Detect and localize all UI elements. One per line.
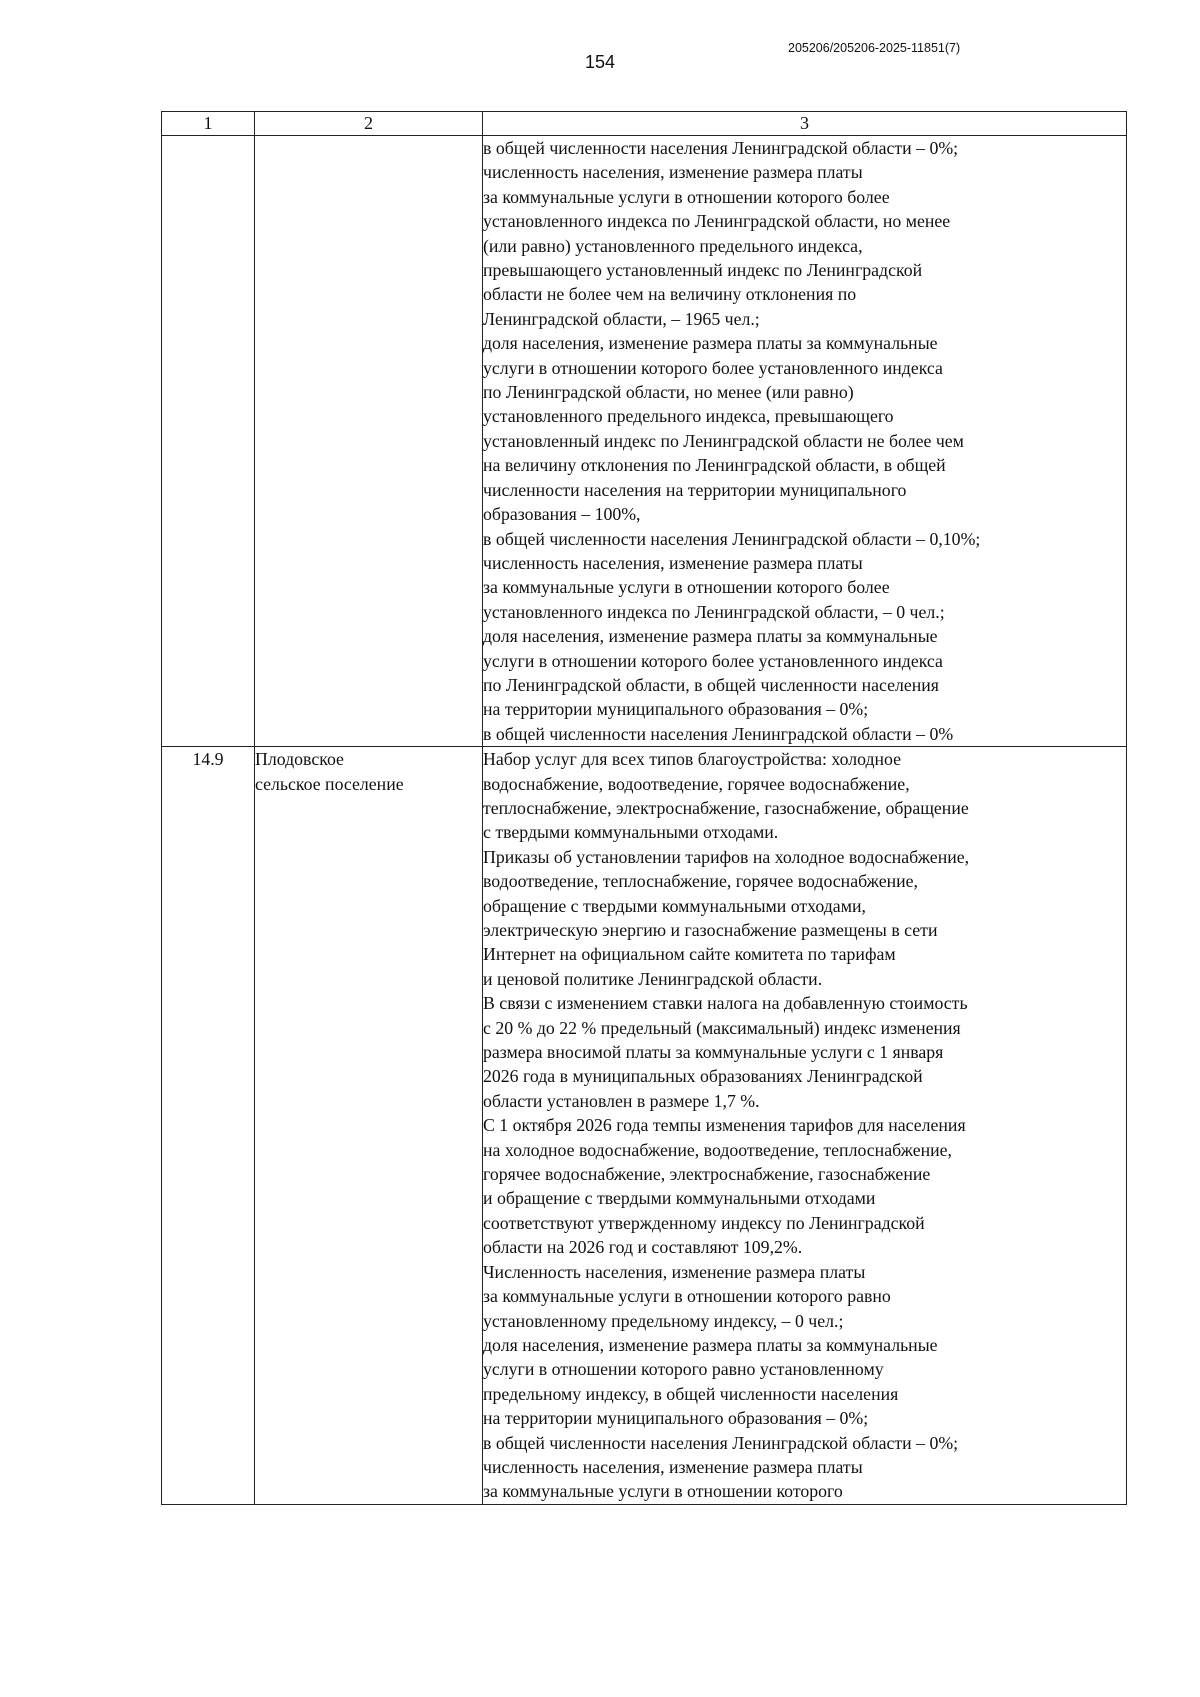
description-cell [483,747,1127,1505]
description-line: численность населения, изменение размера платы [483,552,863,573]
description-line: горячее водоснабжение, электроснабжение, газоснабжение [483,1164,931,1185]
description-line: доля населения, изменение размера платы за коммунальные [483,1334,938,1355]
description-line: численности населения на территории муниципального [483,479,907,500]
description-line: на территории муниципального образования – 0%; [483,699,869,720]
description-line: на территории муниципального образования – 0%; [483,1408,869,1429]
description-line: обращение с твердыми коммунальными отходами, [483,895,866,916]
data-table [161,111,1127,1505]
description-line: В связи с изменением ставки налога на добавленную стоимость [483,993,968,1014]
settlement-name-cell [255,136,483,747]
row-number-cell [162,136,255,747]
description-line: водоотведение, теплоснабжение, горячее водоснабжение, [483,871,918,892]
description-line: водоснабжение, водоотведение, горячее водоснабжение, [483,773,910,794]
description-line: с твердыми коммунальными отходами. [483,822,779,843]
description-line: Набор услуг для всех типов благоустройства: холодное [483,749,902,770]
settlement-name-cell [255,747,483,1505]
description-line: с 20 % до 22 % предельный (максимальный) индекс изменения [483,1017,961,1038]
column-header-3: 3 [483,112,1127,136]
settlement-name-line: сельское поселение [255,773,404,794]
description-line: и обращение с твердыми коммунальными отходами [483,1188,876,1209]
row-number-cell [162,747,255,1505]
description-line: численность населения, изменение размера платы [483,1456,863,1477]
description-line: услуги в отношении которого более установленного индекса [483,357,943,378]
description-line: установленный индекс по Ленинградской области не более чем [483,430,964,451]
description-cell [483,136,1127,747]
description-line: Интернет на официальном сайте комитета по тарифам [483,944,896,965]
description-line: С 1 октября 2026 года темпы изменения тарифов для населения [483,1115,966,1136]
table-row [162,136,1127,747]
description-line: области установлен в размере 1,7 %. [483,1090,760,1111]
description-line: превышающего установленный индекс по Ленинградской [483,260,923,281]
description-line: по Ленинградской области, в общей численности населения [483,674,939,695]
description-line: в общей численности населения Ленинградской области – 0% [483,723,954,744]
description-line: 2026 года в муниципальных образованиях Ленинградской [483,1066,923,1087]
description-line: размера вносимой платы за коммунальные услуги с 1 января [483,1042,944,1063]
description-line: за коммунальные услуги в отношении которого [483,1481,843,1502]
description-line: в общей численности населения Ленинградской области – 0%; [483,138,959,158]
description-line: в общей численности населения Ленинградской области – 0,10%; [483,528,981,549]
description-line: установленного предельного индекса, превышающего [483,406,894,427]
description-line: на величину отклонения по Ленинградской области, в общей [483,455,946,476]
description-line: предельному индексу, в общей численности населения [483,1383,899,1404]
description-line: на холодное водоснабжение, водоотведение, теплоснабжение, [483,1139,952,1160]
page-number: 154 [584,52,616,72]
description-line: за коммунальные услуги в отношении которого более [483,186,890,207]
description-line: области на 2026 год и составляют 109,2%. [483,1237,803,1258]
description-line: за коммунальные услуги в отношении которого более [483,577,890,598]
description-line: теплоснабжение, электроснабжение, газоснабжение, обращение [483,797,969,818]
description-line: в общей численности населения Ленинградской области – 0%; [483,1432,959,1453]
description-line: области не более чем на величину отклонения по [483,284,857,305]
table-header-row [162,112,1127,136]
description-line: за коммунальные услуги в отношении которого равно [483,1286,891,1307]
table-row [162,747,1127,1505]
document-id: 205206/205206-2025-11851(7) [788,41,961,55]
description-line: соответствуют утвержденному индексу по Ленинградской [483,1212,925,1233]
description-line: численность населения, изменение размера платы [483,162,863,183]
description-line: установленного индекса по Ленинградской области, – 0 чел.; [483,601,945,622]
column-header-1: 1 [162,112,255,136]
row-number: 14.9 [192,749,224,770]
description-line: услуги в отношении которого равно установленному [483,1359,884,1380]
description-line: электрическую энергию и газоснабжение размещены в сети [483,920,938,940]
description-line: доля населения, изменение размера платы за коммунальные [483,626,938,647]
description-line: образования – 100%, [483,504,641,525]
description-line: Приказы об установлении тарифов на холодное водоснабжение, [483,846,970,867]
description-line: (или равно) установленного предельного индекса, [483,235,863,256]
description-line: услуги в отношении которого более установленного индекса [483,650,943,671]
column-header-2: 2 [255,112,483,136]
settlement-name-line: Плодовское [255,749,344,770]
description-line: установленному предельному индексу, – 0 чел.; [483,1310,844,1331]
description-line: по Ленинградской области, но менее (или равно) [483,382,854,403]
description-line: и ценовой политике Ленинградской области. [483,968,823,989]
description-line: установленного индекса по Ленинградской области, но менее [483,211,951,232]
description-line: Численность населения, изменение размера платы [483,1261,866,1282]
description-line: доля населения, изменение размера платы за коммунальные [483,333,938,354]
description-line: Ленинградской области, – 1965 чел.; [483,308,760,329]
